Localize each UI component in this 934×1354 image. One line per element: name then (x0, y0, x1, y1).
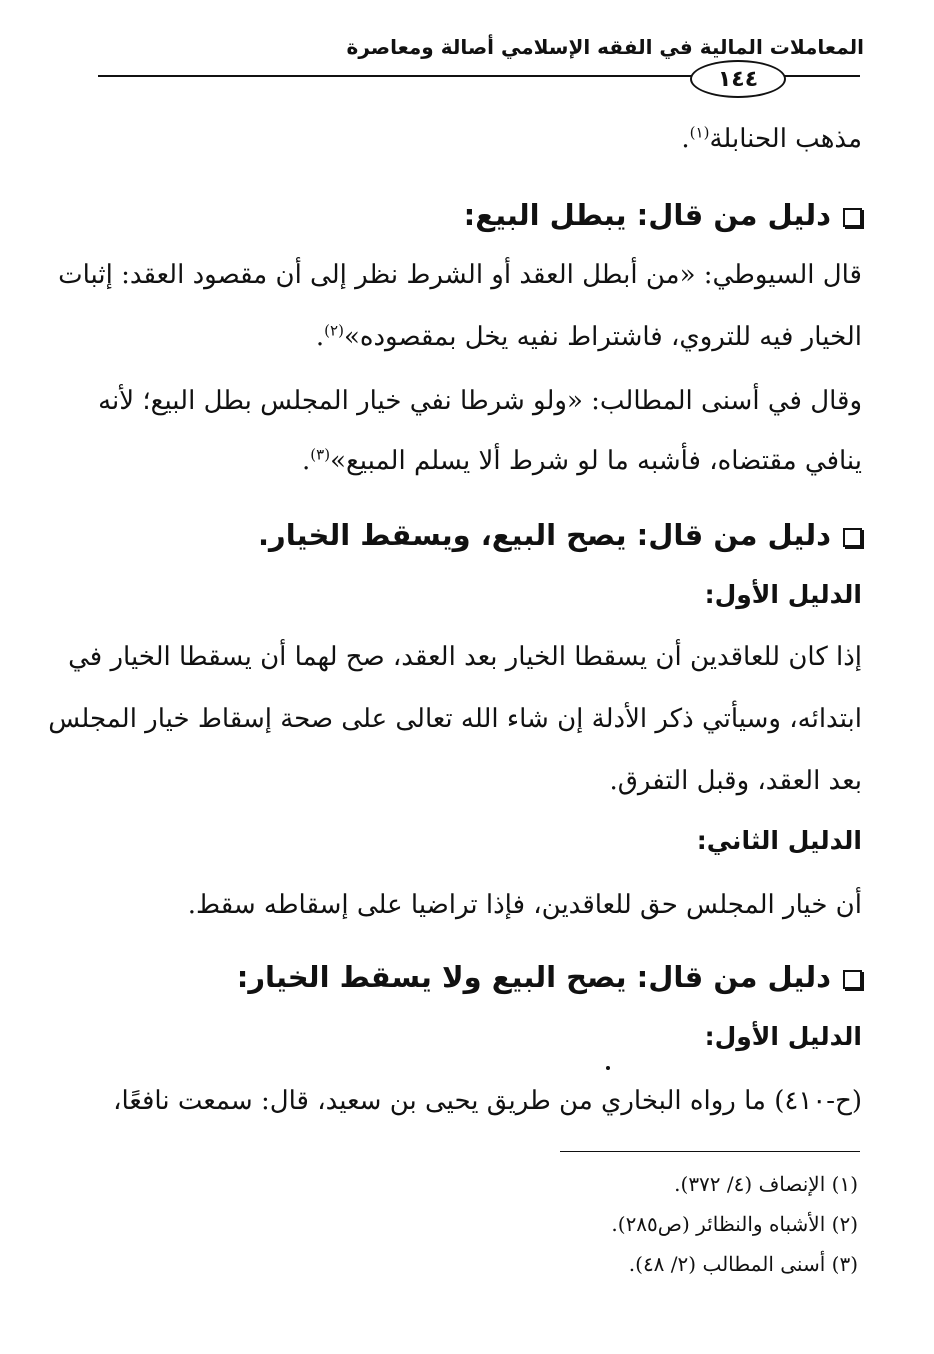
subheading-first-evidence: الدليل الأول: (704, 1022, 862, 1051)
section-heading-valid-drop (96, 518, 862, 552)
stray-dot (606, 1066, 610, 1070)
paragraph-line (96, 446, 862, 476)
paragraph-line: أن خيار المجلس حق للعاقدين، فإذا تراضيا على إسقاطه سقط. (187, 890, 862, 920)
footnote-ref-1[interactable]: (١) (689, 123, 710, 142)
paragraph-line: ابتدائه، وسيأتي ذكر الأدلة إن شاء الله تعالى على صحة إسقاط خيار المجلس (48, 704, 862, 734)
footnote-1: (١) الإنصاف (٤/ ٣٧٢). (674, 1172, 858, 1196)
running-head-title: المعاملات المالية في الفقه الإسلامي أصالة ومعاصرة (346, 35, 864, 59)
footnote-2: (٢) الأشباه والنظائر (ص٢٨٥). (611, 1212, 858, 1236)
footnote-separator (560, 1151, 860, 1152)
section-heading-void (96, 198, 862, 232)
paragraph-end: . (315, 322, 325, 352)
checkbox-bullet-icon (843, 970, 862, 989)
checkbox-bullet-icon (843, 208, 862, 227)
heading-text: دليل من قال: يصح البيع، ويسقط الخيار. (258, 518, 831, 552)
paragraph-text: الخيار فيه للتروي، فاشتراط نفيه يخل بمقصوده» (343, 322, 862, 352)
paragraph-line: إذا كان للعاقدين أن يسقطا الخيار بعد العقد، صح لهما أن يسقطا الخيار في (68, 642, 862, 672)
intro-line (96, 124, 862, 154)
paragraph-line: (ح-٤١٠) ما رواه البخاري من طريق يحيى بن سعيد، قال: سمعت نافعًا، (113, 1086, 862, 1116)
subheading-second-evidence: الدليل الثاني: (696, 826, 862, 855)
paragraph-line: وقال في أسنى المطالب: «ولو شرطا نفي خيار المجلس بطل البيع؛ لأنه (98, 386, 862, 416)
subheading-first-evidence: الدليل الأول: (704, 580, 862, 609)
footnote-3: (٣) أسنى المطالب (٢/ ٤٨). (628, 1252, 858, 1276)
paragraph-line: بعد العقد، وقبل التفرق. (609, 766, 862, 796)
section-heading-valid-keep (96, 960, 862, 994)
paragraph-end: . (302, 446, 311, 476)
intro-end: . (681, 124, 690, 154)
heading-text: دليل من قال: يبطل البيع: (463, 198, 831, 232)
checkbox-bullet-icon (843, 528, 862, 547)
paragraph-line (96, 322, 862, 352)
page-number: ١٤٤ (690, 60, 786, 98)
intro-text: مذهب الحنابلة (709, 124, 862, 154)
footnote-ref-2[interactable]: (٢) (324, 321, 344, 340)
footnote-ref-3[interactable]: (٣) (310, 445, 331, 464)
paragraph-text: ينافي مقتضاه، فأشبه ما لو شرط ألا يسلم المبيع» (330, 446, 862, 476)
paragraph-line: قال السيوطي: «من أبطل العقد أو الشرط نظر إلى أن مقصود العقد: إثبات (58, 260, 862, 290)
heading-text: دليل من قال: يصح البيع ولا يسقط الخيار: (236, 960, 831, 994)
